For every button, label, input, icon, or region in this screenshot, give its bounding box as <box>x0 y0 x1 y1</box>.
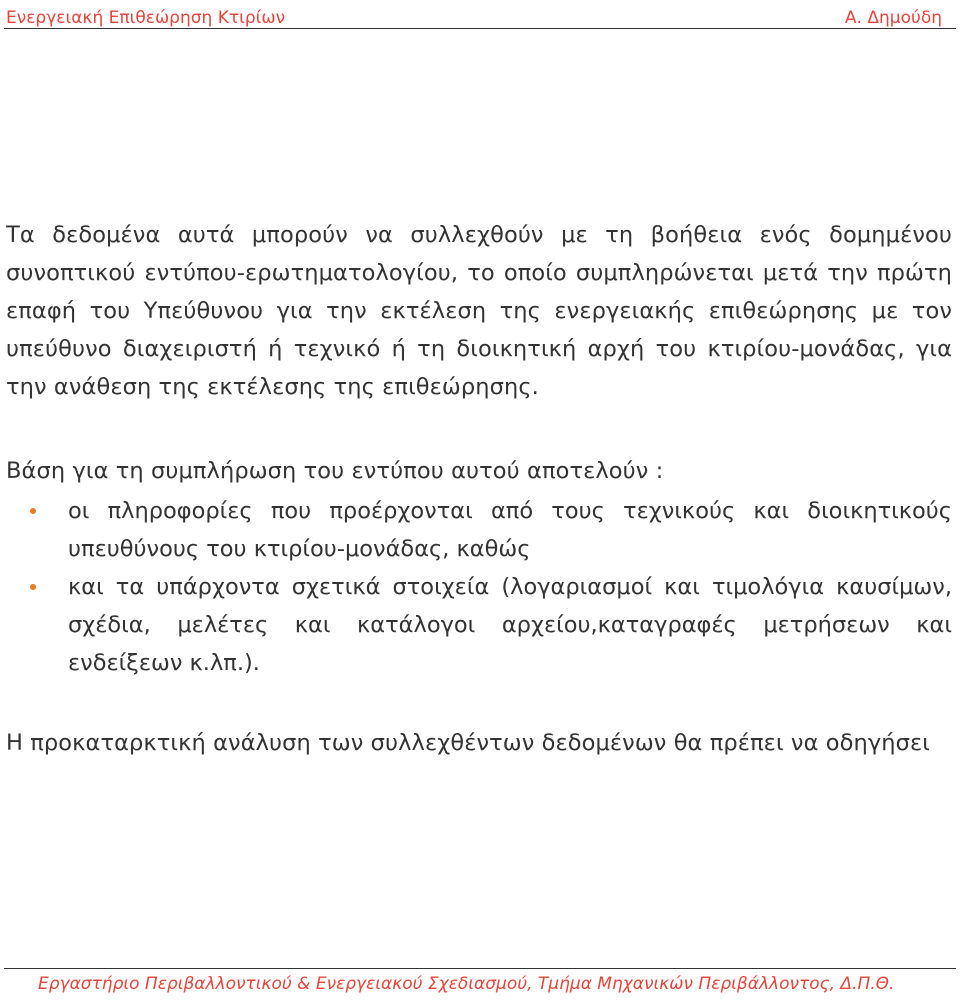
page-footer <box>4 968 956 999</box>
paragraph-2: Βάση για τη συμπλήρωση του εντύπου αυτού αποτελούν : <box>6 458 664 484</box>
header-title: Ενεργειακή Επιθεώρηση Κτιρίων <box>6 8 286 28</box>
bullet-icon <box>30 508 36 514</box>
list-item-text: και τα υπάρχοντα σχετικά στοιχεία (λογαριασμοί και τιμολόγια καυσίμων, σχέδια, μελέτες και κατάλογοι αρχείου,καταγραφές μετρήσεων και ενδείξεων κ.λπ.). <box>68 574 952 676</box>
footer-text: Εργαστήριο Περιβαλλοντικού & Ενεργειακού Σχεδιασμού, Τμήμα Μηχανικών Περιβάλλοντος, Δ.Π.Θ. <box>38 974 895 994</box>
bullet-list <box>6 492 952 682</box>
header-author: Α. Δημούδη <box>844 8 942 28</box>
list-item <box>6 492 952 568</box>
list-item-text: οι πληροφορίες που προέρχονται από τους τεχνικούς και διοικητικούς υπευθύνους του κτιρίου-μονάδας, καθώς <box>68 498 952 562</box>
list-item <box>6 568 952 682</box>
bullet-icon <box>30 584 36 590</box>
page-header <box>4 4 956 29</box>
paragraph-1: Τα δεδομένα αυτά μπορούν να συλλεχθούν με τη βοήθεια ενός δομημένου συνοπτικού εντύπου-ερωτηματολογίου, το οποίο συμπληρώνεται μετά την πρώτη επαφή του Υπεύθυνου για την εκτέλεση της ενεργειακής επιθεώρησης με τον υπεύθυνο διαχειριστή ή τεχνικό ή τη διοικητική αρχή του κτιρίου-μονάδας, για την ανάθεση της εκτέλεσης της επιθεώρησης. <box>6 222 952 400</box>
paragraph-3: Η προκαταρκτική ανάλυση των συλλεχθέντων δεδομένων θα πρέπει να οδηγήσει <box>6 730 930 756</box>
